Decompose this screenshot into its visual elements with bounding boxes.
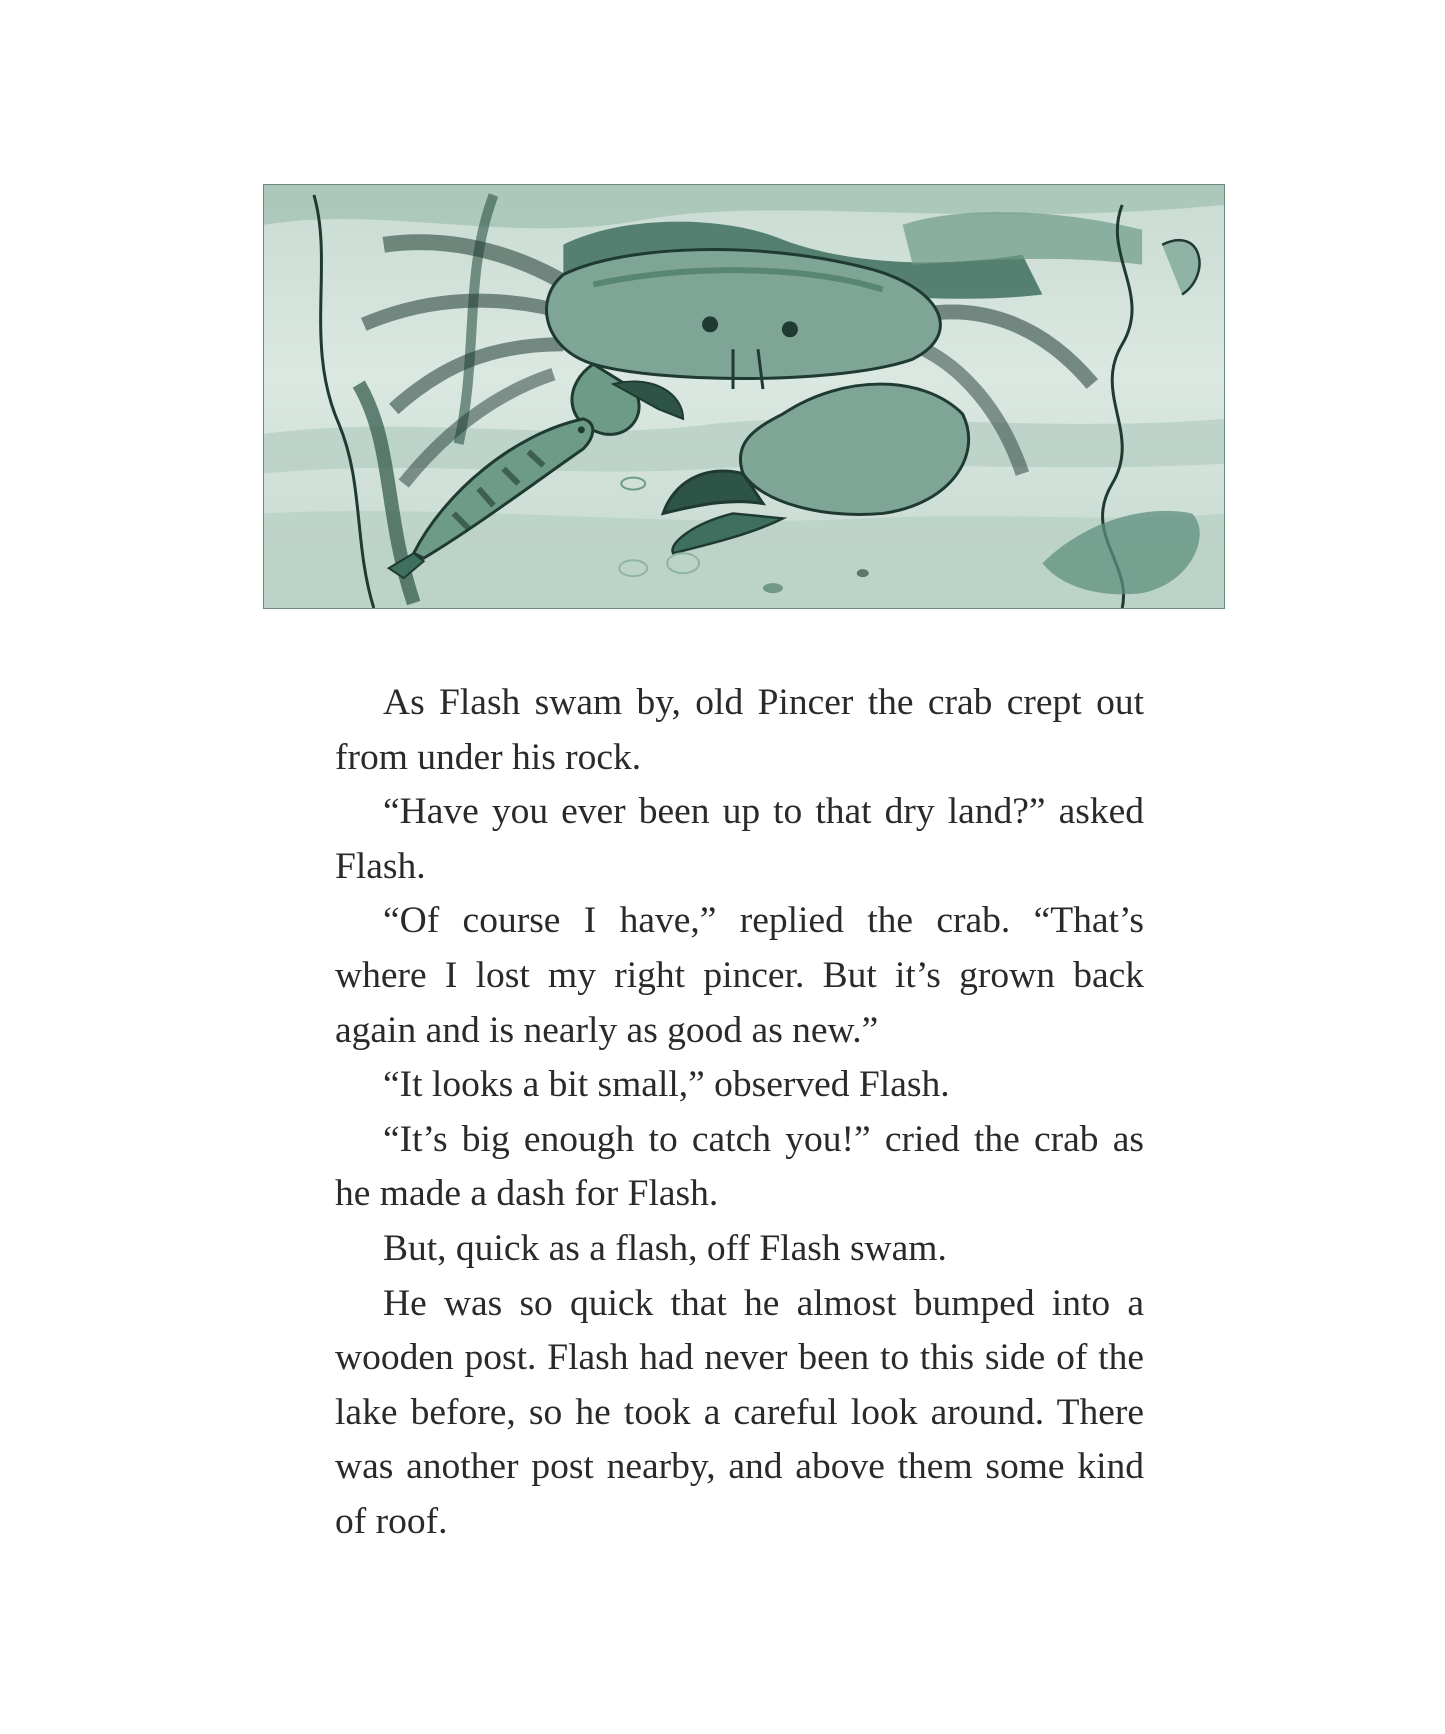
paragraph: “It’s big enough to catch you!” cried the crab as he made a dash for Flash. xyxy=(335,1118,1144,1215)
paragraph: But, quick as a flash, off Flash swam. xyxy=(383,1227,947,1269)
paragraph: “It looks a bit small,” observed Flash. xyxy=(383,1064,950,1106)
paragraph: “Of course I have,” replied the crab. “That’s where I lost my right pincer. But it’s grown back again and is nearly as good as new.” xyxy=(335,900,1144,1051)
crab-illustration xyxy=(263,184,1225,609)
story-text xyxy=(335,676,1144,1550)
crab-and-fish-drawing xyxy=(264,185,1224,608)
paragraph: “Have you ever been up to that dry land?” asked Flash. xyxy=(335,791,1144,887)
paragraph: As Flash swam by, old Pincer the crab crept out from under his rock. xyxy=(335,682,1144,778)
paragraph: He was so quick that he almost bumped into a wooden post. Flash had never been to this side of the lake before, so he took a careful look around. There was another post nearby, and above them some kind of roof. xyxy=(335,1282,1144,1542)
